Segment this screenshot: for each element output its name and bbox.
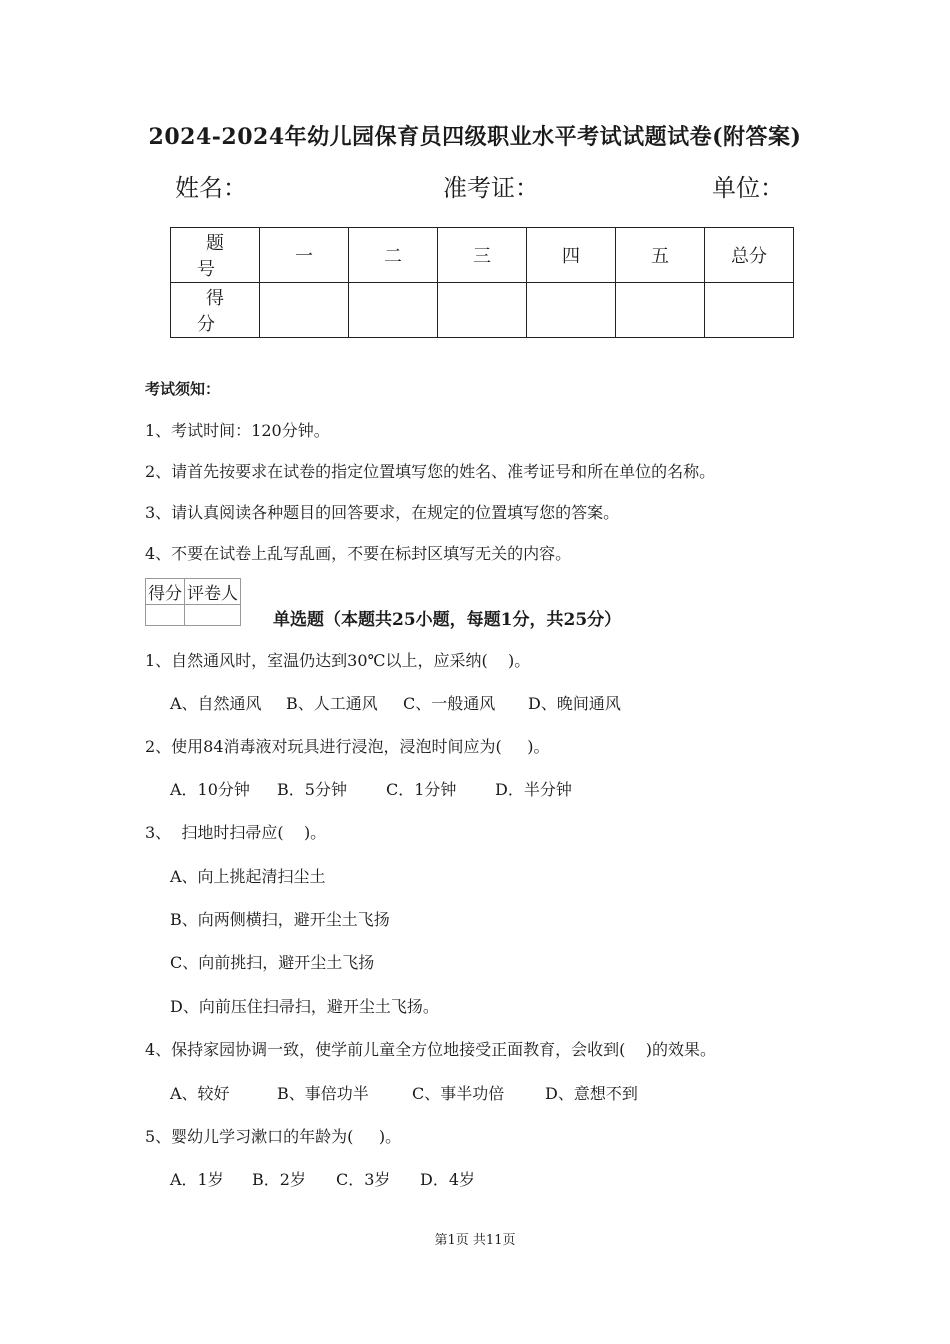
question-option: D．4岁 <box>420 1170 476 1189</box>
score-table-header-3: 三 <box>438 228 527 283</box>
question-option: B、人工通风 <box>286 694 378 713</box>
question-stem: 4、保持家园协调一致，使学前儿童全方位地接受正面教育，会收到( )的效果。 <box>145 1040 717 1059</box>
page-number: 第1页 共11页 <box>434 1233 516 1248</box>
question-option: D．半分钟 <box>495 780 572 799</box>
question-option: A、较好 <box>170 1084 230 1103</box>
notice-item: 2、请首先按要求在试卷的指定位置填写您的姓名、准考证号和所在单位的名称。 <box>145 462 716 481</box>
question-option: A．10分钟 <box>170 780 250 799</box>
question-option: A、向上挑起清扫尘土 <box>170 867 326 886</box>
unit-field-label: 单位： <box>712 174 784 202</box>
score-cell-5[interactable] <box>616 283 705 338</box>
notice-item: 4、不要在试卷上乱写乱画，不要在标封区填写无关的内容。 <box>145 544 572 563</box>
score-table-header-5: 五 <box>616 228 705 283</box>
grader-reviewer-label: 评卷人 <box>185 579 241 605</box>
score-table-header-1: 一 <box>260 228 349 283</box>
score-cell-total[interactable] <box>705 283 794 338</box>
question-stem: 2、使用84消毒液对玩具进行浸泡，浸泡时间应为( )。 <box>145 737 550 756</box>
question-stem: 1、自然通风时，室温仍达到30℃以上，应采纳( )。 <box>145 651 531 670</box>
score-table-score-label: 得 分 <box>171 283 260 338</box>
question-option: B、向两侧横扫，避开尘土飞扬 <box>170 910 390 929</box>
question-option: C、一般通风 <box>403 694 496 713</box>
question-option: D、向前压住扫帚扫，避开尘土飞扬。 <box>170 997 439 1016</box>
question-option: B．2岁 <box>252 1170 306 1189</box>
question-option: C、事半功倍 <box>412 1084 505 1103</box>
notice-item: 1、考试时间：120分钟。 <box>145 421 330 440</box>
grader-score-label: 得分 <box>146 579 185 605</box>
score-cell-1[interactable] <box>260 283 349 338</box>
grader-box <box>145 578 241 626</box>
score-cell-4[interactable] <box>527 283 616 338</box>
score-cell-2[interactable] <box>349 283 438 338</box>
question-option: B、事倍功半 <box>277 1084 369 1103</box>
score-table-header-total: 总分 <box>705 228 794 283</box>
question-stem: 3、 扫地时扫帚应( )。 <box>145 823 327 842</box>
grader-score-cell[interactable] <box>146 605 185 626</box>
question-stem: 5、婴幼儿学习漱口的年龄为( )。 <box>145 1127 402 1146</box>
score-cell-3[interactable] <box>438 283 527 338</box>
score-table-header-4: 四 <box>527 228 616 283</box>
score-table <box>170 227 794 338</box>
question-option: C、向前挑扫，避开尘土飞扬 <box>170 953 375 972</box>
score-table-header-label: 题 号 <box>171 228 260 283</box>
score-table-score-row <box>171 283 794 338</box>
section-title: 单选题（本题共25小题，每题1分，共25分） <box>273 610 622 630</box>
grader-reviewer-cell[interactable] <box>185 605 241 626</box>
score-table-header-2: 二 <box>349 228 438 283</box>
question-option: A．1岁 <box>170 1170 224 1189</box>
question-option: A、自然通风 <box>170 694 262 713</box>
document-title: 2024-2024年幼儿园保育员四级职业水平考试试题试卷(附答案) <box>148 124 802 150</box>
notice-heading: 考试须知： <box>145 380 221 398</box>
notice-item: 3、请认真阅读各种题目的回答要求，在规定的位置填写您的答案。 <box>145 503 620 522</box>
question-option: B．5分钟 <box>277 780 347 799</box>
question-option: C．1分钟 <box>386 780 457 799</box>
name-field-label: 姓名： <box>175 174 247 202</box>
question-option: D、晚间通风 <box>528 694 621 713</box>
exam-id-field-label: 准考证： <box>443 174 539 202</box>
question-option: C．3岁 <box>336 1170 391 1189</box>
score-table-header-row <box>171 228 794 283</box>
question-option: D、意想不到 <box>545 1084 638 1103</box>
